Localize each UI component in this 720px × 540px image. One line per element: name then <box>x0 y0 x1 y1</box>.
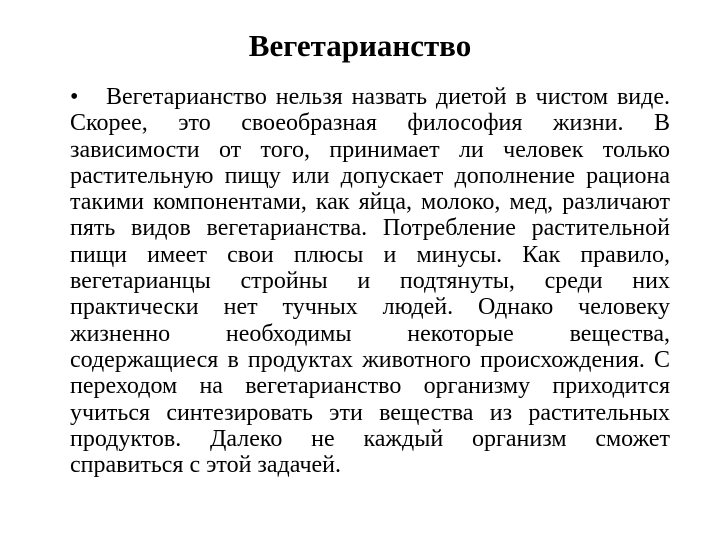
slide-body <box>70 84 670 478</box>
body-paragraph: Вегетарианство нельзя назвать диетой в чистом виде. Скорее, это своеобразная философия жизни. В зависимости от того, принимает ли человек только растительную пищу или допускает дополнение рациона такими компонентами, как яйца, молоко, мед, различают пять видов вегетарианства. Потребление растительной пищи имеет свои плюсы и минусы. Как правило, вегетарианцы стройны и подтянуты, среди них практически нет тучных людей. Однако человеку жизненно необходимы некоторые вещества, содержащиеся в продуктах животного происхождения. С переходом на вегетарианство организму приходится учиться синтезировать эти вещества из растительных продуктов. Далеко не каждый организм сможет справиться с этой задачей. <box>70 84 670 479</box>
bullet-marker: • <box>70 84 79 110</box>
slide-title: Вегетарианство <box>248 28 472 63</box>
